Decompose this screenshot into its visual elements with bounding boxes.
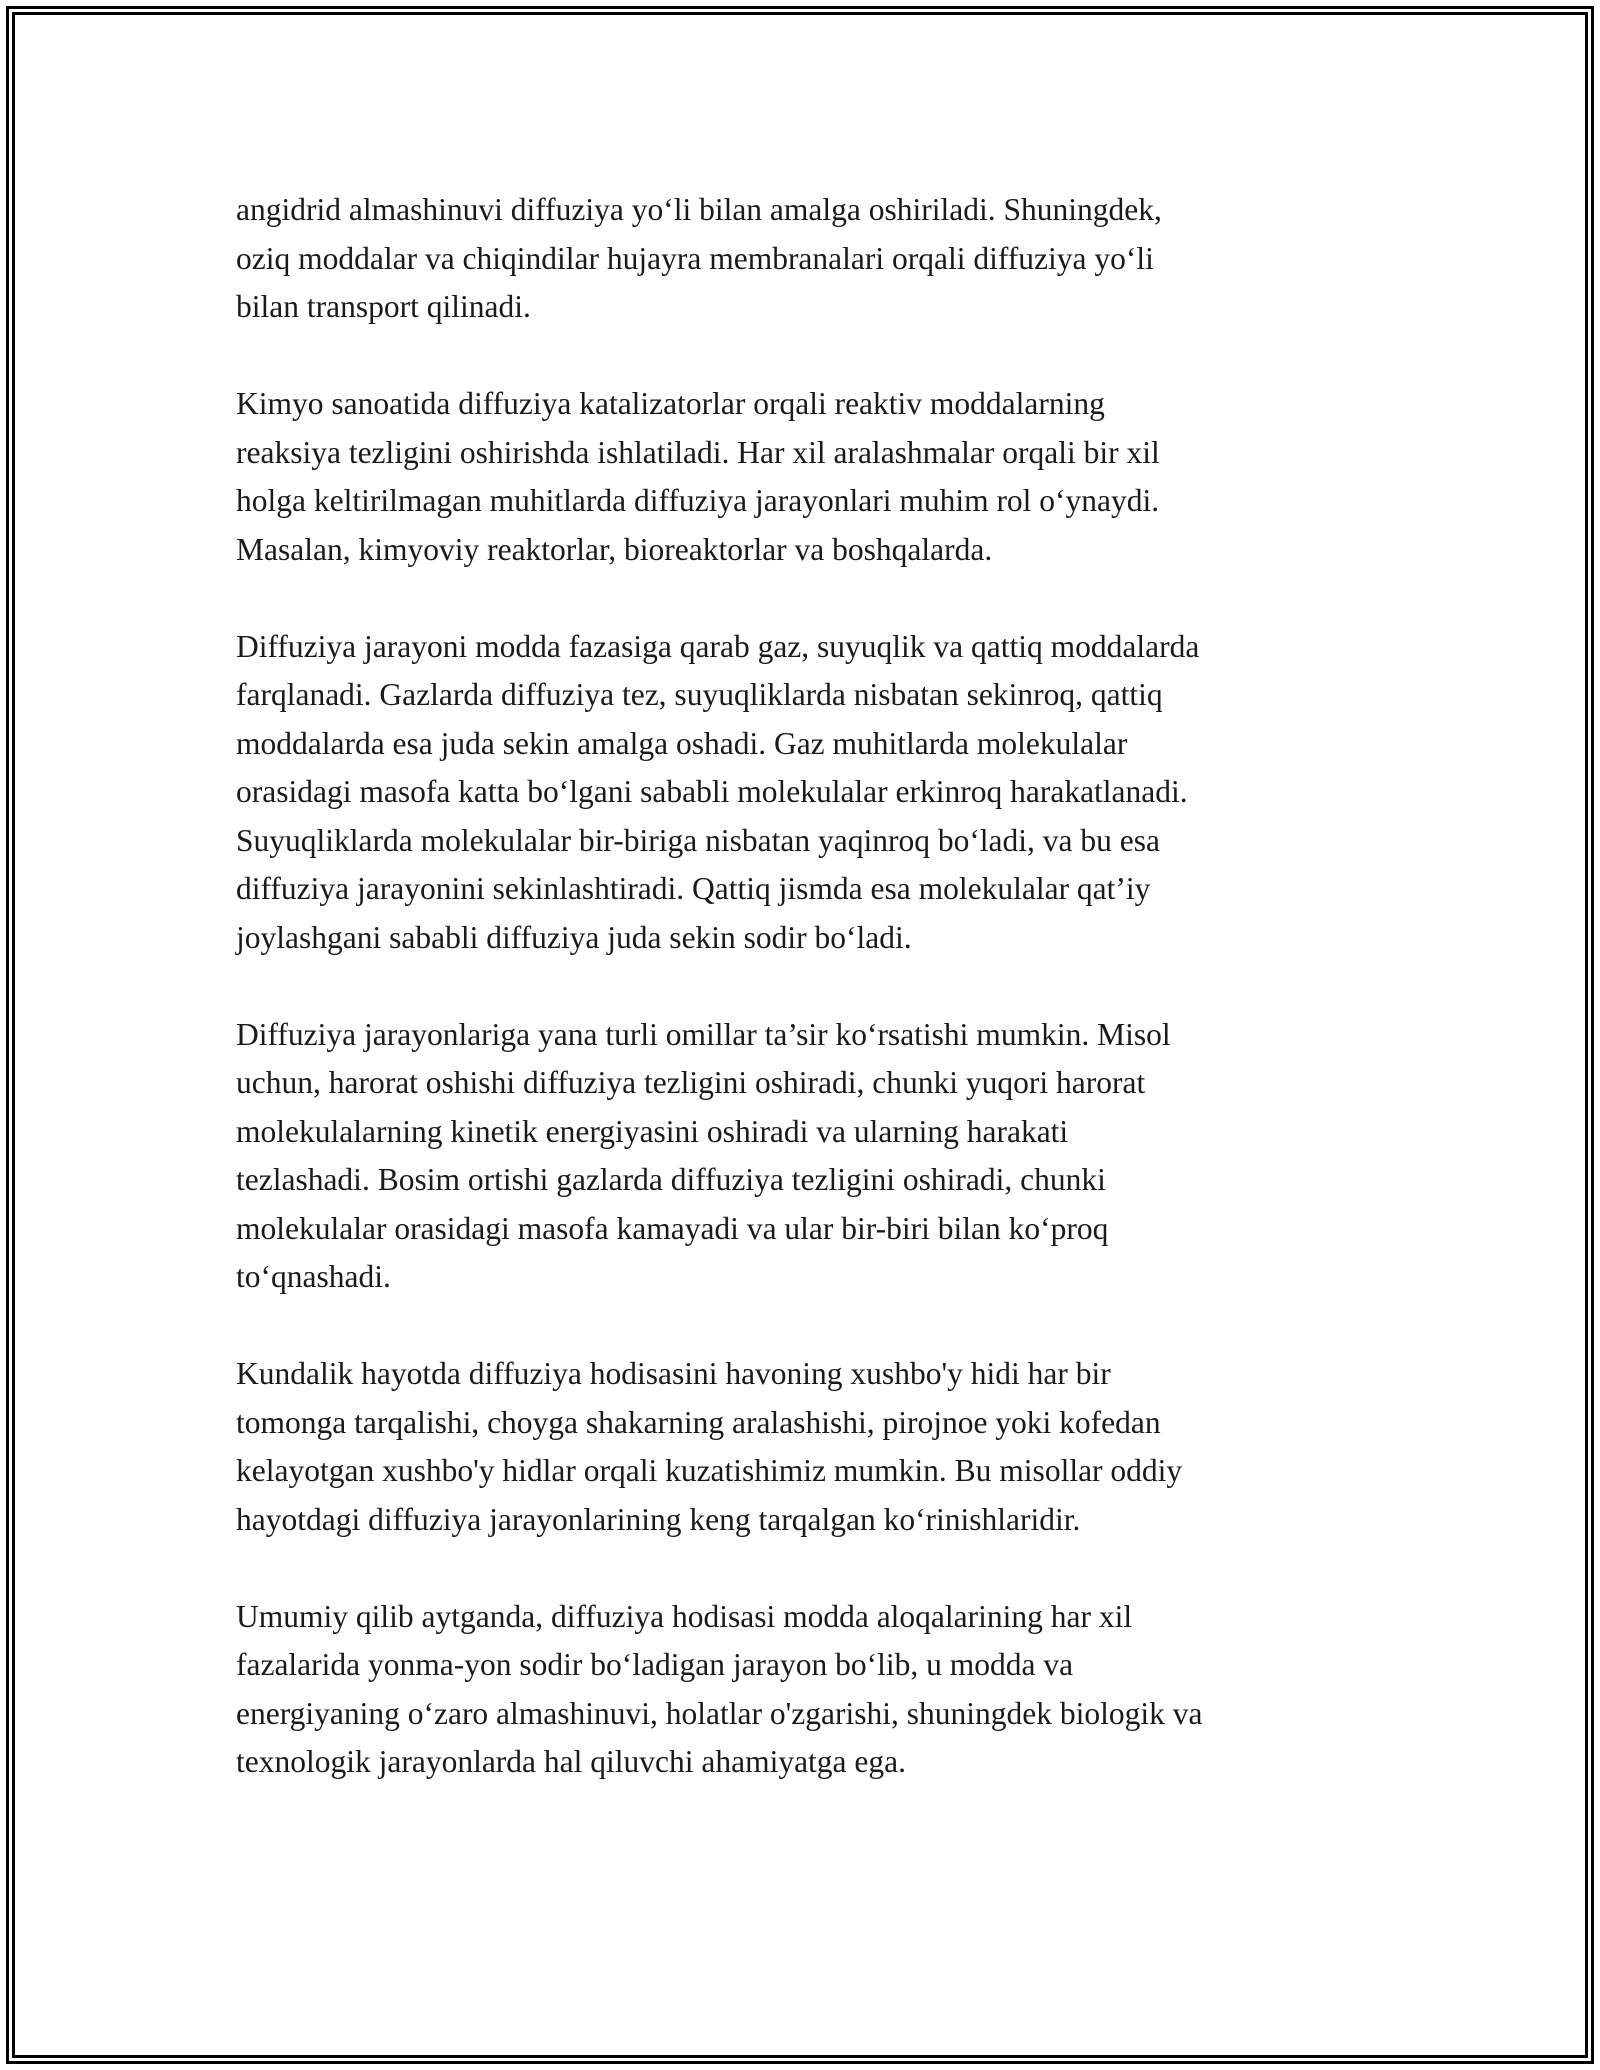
paragraph-respiration-transport: angidrid almashinuvi diffuziya yo‘li bilan amalga oshiriladi. Shuningdek, oziq moddalar va chiqindilar hujayra membranalari orqali diffuziya yo‘li bilan transport qilinadi. bbox=[236, 192, 1162, 324]
paragraph-influencing-factors: Diffuziya jarayonlariga yana turli omillar ta’sir ko‘rsatishi mumkin. Misol uchun, harorat oshishi diffuziya tezligini oshiradi, chunki yuqori harorat molekulalarning kinetik energiyasini oshiradi va ularning harakati tezlashadi. Bosim ortishi gazlarda diffuziya tezligini oshiradi, chunki molekulalar orasidagi masofa kamayadi va ular bir-biri bilan ko‘proq to‘qnashadi. bbox=[236, 1016, 1171, 1294]
paragraph-phases-of-matter: Diffuziya jarayoni modda fazasiga qarab gaz, suyuqlik va qattiq moddalarda farqlanadi. Gazlarda diffuziya tez, suyuqliklarda nisbatan sekinroq, qattiq moddalarda esa juda sekin amalga oshadi. Gaz muhitlarda molekulalar orasidagi masofa katta bo‘lgani sababli molekulalar erkinroq harakatlanadi. Suyuqliklarda molekulalar bir-biriga nisbatan yaqinroq bo‘ladi, va bu esa diffuziya jarayonini sekinlashtiradi. Qattiq jismda esa molekulalar qat’iy joylashgani sababli diffuziya juda sekin sodir bo‘ladi. bbox=[236, 628, 1200, 955]
document-body bbox=[236, 186, 1366, 1835]
paragraph-conclusion: Umumiy qilib aytganda, diffuziya hodisasi modda aloqalarining har xil fazalarida yonma-yon sodir bo‘ladigan jarayon bo‘lib, u modda va energiyaning o‘zaro almashinuvi, holatlar o'zgarishi, shuningdek biologik va texnologik jarayonlarda hal qiluvchi ahamiyatga ega. bbox=[236, 1598, 1203, 1779]
paragraph-chemical-industry: Kimyo sanoatida diffuziya katalizatorlar orqali reaktiv moddalarning reaksiya tezligini oshirishda ishlatiladi. Har xil aralashmalar orqali bir xil holga keltirilmagan muhitlarda diffuziya jarayonlari muhim rol o‘ynaydi. Masalan, kimyoviy reaktorlar, bioreaktorlar va boshqalarda. bbox=[236, 386, 1160, 567]
paragraph-everyday-examples: Kundalik hayotda diffuziya hodisasini havoning xushbo'y hidi har bir tomonga tarqalishi, choyga shakarning aralashishi, pirojnoe yoki kofedan kelayotgan xushbo'y hidlar orqali kuzatishimiz mumkin. Bu misollar oddiy hayotdagi diffuziya jarayonlarining keng tarqalgan ko‘rinishlaridir. bbox=[236, 1356, 1183, 1537]
